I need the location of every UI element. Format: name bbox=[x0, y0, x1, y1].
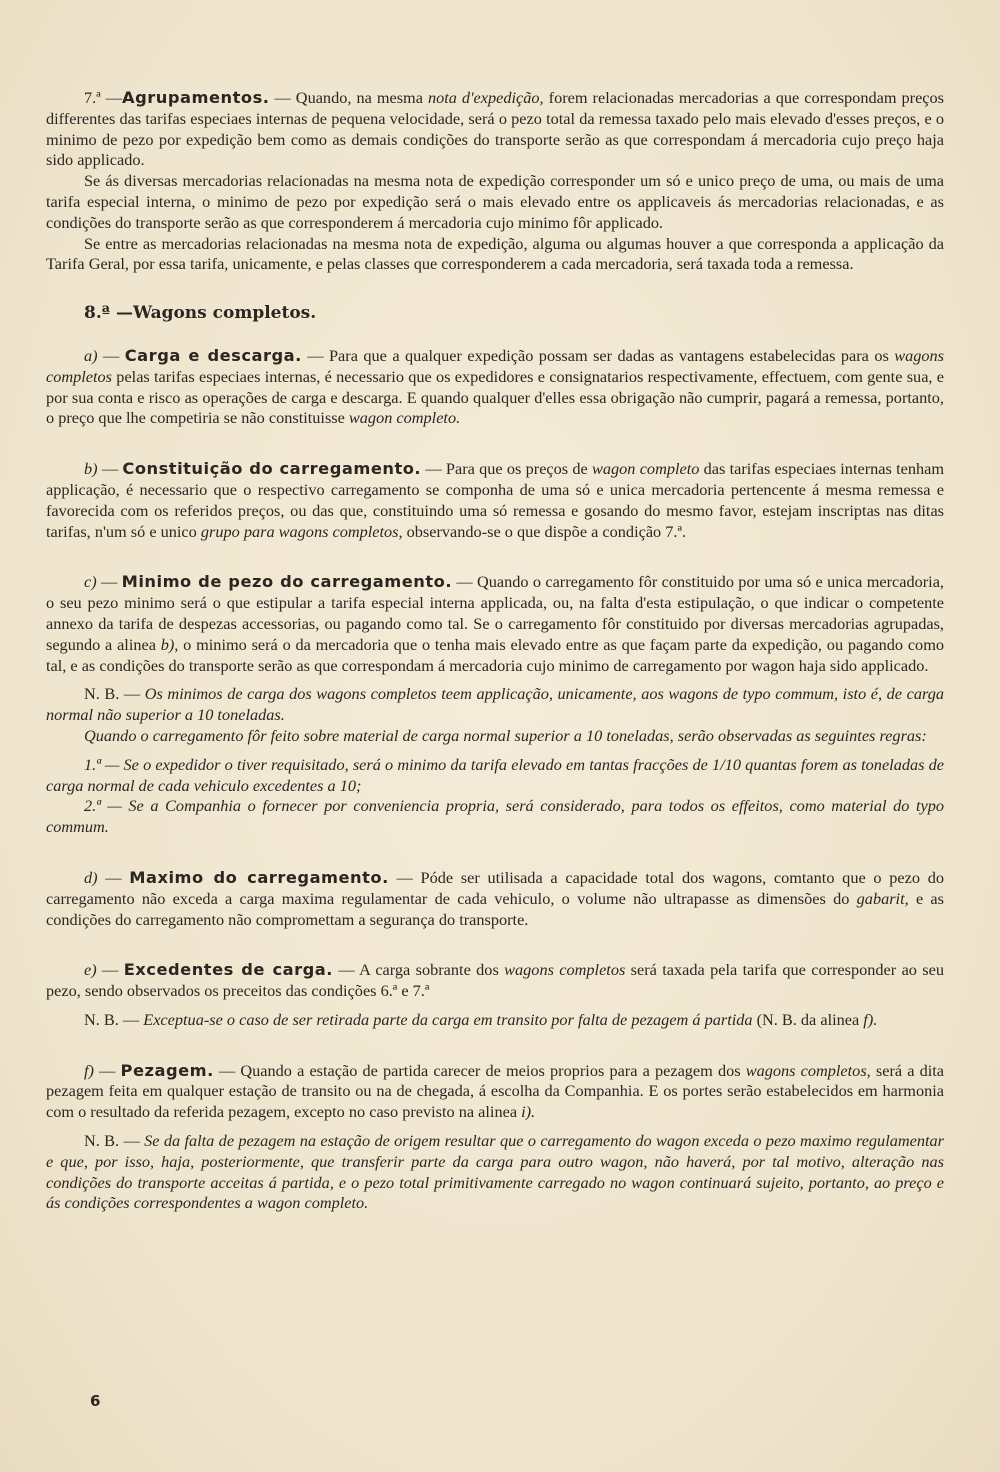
paragraph-7-2: Se ás diversas mercadorias relacionadas na mesma nota de expedição corresponder um só e unico preço de uma, ou mais de uma tarifa especial interna, o minimo de pezo por expedição será o mais elevado entre os applicaveis ás mercadorias relacionadas, e as condições do transporte serão as que corresponderem á mercadoria cujo minimo fôr applicado. bbox=[46, 171, 944, 232]
clause-a-title: Carga e descarga. bbox=[124, 345, 302, 365]
nb-label: N. B. — bbox=[84, 1009, 144, 1029]
clause-e-note-ref-italic: f). bbox=[863, 1009, 878, 1029]
clause-f-note-text: Se da falta de pezagem na estação de origem resultar que o carregamento do wagon exceda o pezo maximo regulamentar e que, por isso, haja, posteriormente, que transferir parte da carga para outro wagon, não haverá, por tal motivo, alteração nas condições do transporte acceitas á partida, e o pezo total primitivamente carregado no wagon continuará sujeito, portanto, ao preço e ás condições correspondentes a wagon completo. bbox=[46, 1131, 944, 1213]
section-7-number: 7.ª — bbox=[84, 88, 123, 107]
clause-c-letter: c) bbox=[84, 572, 97, 592]
clause-e-note-ref: (N. B. da alinea bbox=[752, 1009, 864, 1029]
clause-c-minimo: c) — Minimo de pezo do carregamento. — Quando o carregamento fôr constituido por uma só e unica mercadoria, o seu pezo minimo será o que estipular a tarifa especial interna applicada, ou, na falta d'esta estipulação, o que indicar o competente annexo da tarifa de despezas accessorias, ou pagando como tal. Se o carregamento fôr constituido por diversas mercadorias agrupadas, segundo a alinea b), o minimo será o da mercadoria que o tenha mais elevado entre as que façam parte da expedição, ou pagando como tal, e as condições do transporte serão as que correspondam á mercadoria cujo minimo de carregamento por wagon haja sido applicado. bbox=[46, 572, 944, 675]
clause-a-text-2: pelas tarifas especiaes internas, é necessario que os expedidores e consignatarios respectivamente, effectuem, com gente sua, e por sua conta e risco as operações de carga e descarga. E quando qualquer d'elles essa obrigação não cumprir, pagará a remessa, portanto, o preço que lhe competiria se não constituisse bbox=[46, 366, 944, 428]
clause-c-note-rule-1: 1.ª — Se o expedidor o tiver requisitado, será o minimo da tarifa elevado em tantas fracções de 1/10 quantas forem as toneladas de carga normal de cada vehiculo excedentes a 10; bbox=[46, 754, 944, 795]
clause-f-letter: f) bbox=[84, 1060, 94, 1080]
clause-e-title: Excedentes de carga. bbox=[123, 960, 333, 980]
paragraph-7-agrupamentos bbox=[46, 88, 944, 171]
clause-b-title: Constituição do carregamento. bbox=[122, 459, 422, 479]
section-8-number: 8.ª — bbox=[84, 303, 133, 324]
clause-a-italic-1: wagons completos bbox=[46, 345, 945, 386]
clause-e-note-text: Exceptua-se o caso de ser retirada parte da carga em transito por falta de pezagem á partida bbox=[143, 1009, 753, 1029]
clause-b-text-2: das tarifas especiaes internas tenham applicação, é necessario que o respectivo carregamento se componha de uma só e unica mercadoria pertencente á mesma remessa e favorecida com os referidos preços, ou das que, constituindo uma só remessa e gosando do mesmo favor, estejam inscriptas nas ditas tarifas, n'um só e unico bbox=[46, 459, 945, 541]
clause-d-text-1: — Póde ser utilisada a capacidade total dos wagons, comtanto que o pezo do carregamento não exceda a carga maxima regulamentar de cada vehiculo, o volume não ultrapasse as dimensões do bbox=[46, 867, 945, 908]
clause-c-note-1-text: Os minimos de carga dos wagons completos teem applicação, unicamente, aos wagons de typo commum, isto é, de carga normal não superior a 10 toneladas. bbox=[46, 684, 944, 725]
clause-a-carga-descarga: a) — Carga e descarga. — Para que a qualquer expedição possam ser dadas as vantagens estabelecidas para os wagons completos pelas tarifas especiaes internas, é necessario que os expedidores e consignatarios respectivamente, effectuem, com gente sua, e por sua conta e risco as operações de carga e descarga. E quando qualquer d'elles essa obrigação não cumprir, pagará a remessa, portanto, o preço que lhe competiria se não constituisse wagon completo. bbox=[46, 345, 945, 428]
clause-f-pezagem: f) — Pezagem. — Quando a estação de partida carecer de meios proprios para a pezagem dos wagons completos, será a dita pezagem feita em qualquer estação de transito ou na de chegada, á escolha da Companhia. E os portes serão estabelecidos em harmonia com o resultado da referida pezagem, excepto no caso previsto na alinea i). bbox=[46, 1060, 945, 1122]
section-7-italic: nota d'expedição, bbox=[427, 88, 544, 107]
clause-b-text-1: — Para que os preços de bbox=[421, 459, 593, 479]
clause-c-text-2: o minimo será o da mercadoria que o tenha mais elevado entre as que façam parte da expedição, ou pagando como tal, e as condições do transporte serão as que correspondam á mercadoria cujo minimo de carregamento por wagon haja sido applicado. bbox=[46, 634, 944, 675]
clause-c-note-2: Quando o carregamento fôr feito sobre material de carga normal superior a 10 toneladas, serão observadas as seguintes regras: bbox=[84, 725, 927, 745]
clause-e-italic-1: wagons completos bbox=[504, 960, 626, 980]
clause-f-title: Pezagem. bbox=[120, 1060, 214, 1080]
clause-c-note-1 bbox=[46, 684, 944, 726]
clause-f-italic-2: i). bbox=[521, 1102, 536, 1122]
page-number: 6 bbox=[90, 1392, 101, 1410]
section-7-title: Agrupamentos. bbox=[122, 88, 270, 107]
clause-e-excedentes: e) — Excedentes de carga. — A carga sobrante dos wagons completos será taxada pela tarifa que corresponder ao seu pezo, sendo observados os preceitos das condições 6.ª e 7.ª bbox=[46, 960, 945, 1001]
clause-d-maximo: d) — Maximo do carregamento. — Póde ser utilisada a capacidade total dos wagons, comtanto que o pezo do carregamento não exceda a carga maxima regulamentar de cada vehiculo, o volume não ultrapasse as dimensões do gabarit, e as condições do carregamento não compromettam a segurança do transporte. bbox=[46, 867, 945, 929]
clause-c-text-1: — Quando o carregamento fôr constituido por uma só e unica mercadoria, o seu pezo minimo será o que estipular a tarifa especial interna applicada, ou, na falta d'esta estipulação, o que indicar o competente annexo da tarifa de despezas accessorias, ou pagando como tal. Se o carregamento fôr constituido por diversas mercadorias agrupadas, segundo a alinea bbox=[46, 572, 944, 654]
section-7-text-rest: forem relacionadas mercadorias a que correspondam preços differentes das tarifas especiaes internas de pequena velocidade, será o pezo total da remessa taxado pelo mais elevado d'esses preços, e o minimo de pezo por expedição bem como as demais condições do transporte serão as que correspondam á mercadoria cujo preço haja sido applicado. bbox=[46, 88, 945, 170]
clause-e-note bbox=[46, 1010, 944, 1031]
clause-b-text-3: observando-se o que dispõe a condição 7.ª. bbox=[402, 521, 687, 541]
clause-f-italic-1: wagons completos, bbox=[745, 1060, 871, 1080]
paragraph-7-3: Se entre as mercadorias relacionadas na mesma nota de expedição, alguma ou algumas houver a que corresponda a applicação da Tarifa Geral, por essa tarifa, unicamente, e pelas classes que corresponderem a cada mercadoria, será taxada toda a remessa. bbox=[46, 233, 944, 274]
clause-c-note-rule-2: 2.ª — Se a Companhia o fornecer por conveniencia propria, será considerado, para todos os effeitos, como material do typo commum. bbox=[46, 796, 944, 837]
clause-d-italic-1: gabarit, bbox=[856, 888, 909, 908]
section-8-title: Wagons completos. bbox=[132, 303, 317, 324]
clause-f-text-1: — Quando a estação de partida carecer de meios proprios para a pezagem dos bbox=[213, 1060, 746, 1080]
nb-label: N. B. — bbox=[84, 1131, 145, 1151]
clause-c-title: Minimo de pezo do carregamento. bbox=[121, 572, 453, 592]
clause-e-text-1: — A carga sobrante dos bbox=[332, 960, 505, 980]
clause-a-text-1: — Para que a qualquer expedição possam ser dadas as vantagens estabelecidas para os bbox=[301, 345, 895, 365]
clause-d-title: Maximo do carregamento. bbox=[129, 867, 389, 887]
clause-f-note bbox=[46, 1131, 944, 1214]
section-7-text: — Quando, na mesma bbox=[269, 88, 428, 107]
clause-f-text-2: será a dita pezagem feita em qualquer estação de transito ou na de chegada, á escolha da Companhia. E os portes serão estabelecidos em harmonia com o resultado da referida pezagem, excepto no caso previsto na alinea bbox=[46, 1060, 945, 1122]
clause-a-italic-2: wagon completo. bbox=[348, 408, 461, 428]
clause-e-letter: e) bbox=[84, 960, 97, 980]
clause-a-letter: a) bbox=[84, 345, 98, 365]
document-body bbox=[46, 88, 944, 1214]
clause-b-italic-1: wagon completo bbox=[592, 459, 700, 479]
section-8-heading bbox=[46, 303, 944, 324]
nb-label: N. B. — bbox=[84, 684, 145, 704]
clause-b-letter: b) bbox=[84, 459, 98, 479]
clause-b-italic-2: grupo para wagons completos, bbox=[200, 521, 403, 541]
clause-d-text-2: e as condições do carregamento não compromettam a segurança do transporte. bbox=[46, 888, 944, 929]
clause-e-text-2: será taxada pela tarifa que corresponder ao seu pezo, sendo observados os preceitos das condições 6.ª e 7.ª bbox=[46, 960, 945, 1001]
clause-b-constituicao: b) — Constituição do carregamento. — Para que os preços de wagon completo das tarifas especiaes internas tenham applicação, é necessario que o respectivo carregamento se componha de uma só e unica mercadoria pertencente á mesma remessa e favorecida com os referidos preços, ou das que, constituindo uma só remessa e gosando do mesmo favor, estejam inscriptas nas ditas tarifas, n'um só e unico grupo para wagons completos, observando-se o que dispõe a condição 7.ª. bbox=[46, 459, 945, 541]
clause-c-italic-1: b), bbox=[160, 634, 179, 654]
clause-d-letter: d) bbox=[84, 867, 98, 887]
